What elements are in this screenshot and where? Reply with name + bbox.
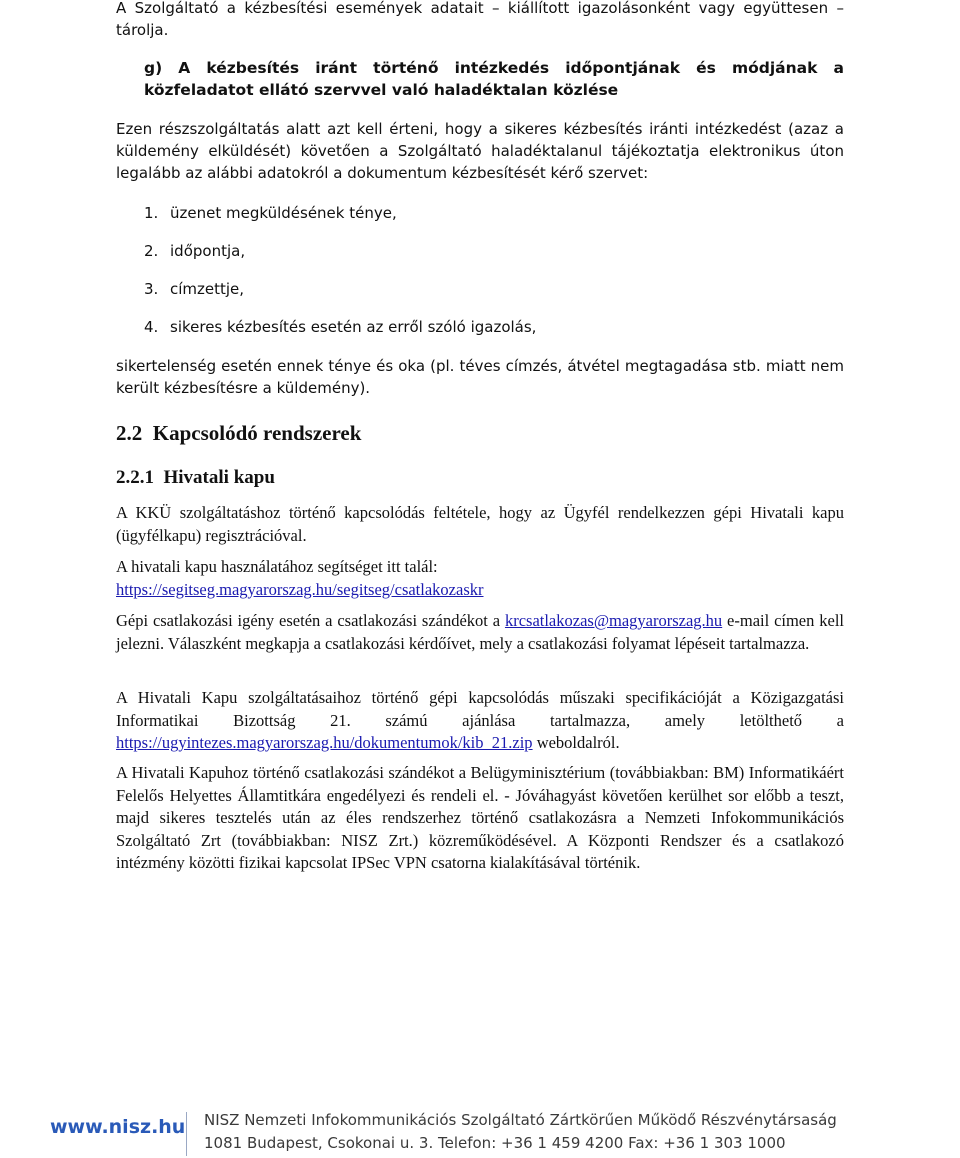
- hivatali-kapu-paragraph-1: A KKÜ szolgáltatáshoz történő kapcsolódás feltétele, hogy az Ügyfél rendelkezzen gépi Hivatali kapu (ügyfélkapu) regisztrációval.: [116, 503, 844, 545]
- footer-divider: [186, 1112, 187, 1156]
- section-2-2-1-heading: 2.2.1 Hivatali kapu: [116, 467, 275, 488]
- hivatali-kapu-paragraph-2: A hivatali kapu használatához segítséget itt talál: https://segitseg.magyarorszag.hu/segitseg/csatlakozaskr: [116, 557, 484, 599]
- section-g-heading: g) A kézbesítés iránt történő intézkedés időpontjának és módjának a közfeladatot ellátó szervvel való haladéktalan közlése: [144, 59, 844, 99]
- footer-address: 1081 Budapest, Csokonai u. 3. Telefon: +36 1 459 4200 Fax: +36 1 303 1000: [204, 1134, 786, 1152]
- hivatali-kapu-paragraph-3: Gépi csatlakozási igény esetén a csatlakozási szándékot a krcsatlakozas@magyarorszag.hu e-mail címen kell jelezni. Válaszként megkapja a csatlakozási kérdőívet, mely a csatlakozási folyamat lépéseit tartalmazza.: [116, 611, 844, 653]
- section-g-paragraph: Ezen részszolgáltatás alatt azt kell érteni, hogy a sikeres kézbesítés iránti intézkedést (azaz a küldemény elküldését) követően a Szolgáltató haladéktalanul tájékoztatja elektronikus úton legalább az alábbi adatokról a dokumentum kézbesítését kérő szervet:: [116, 120, 844, 182]
- page-footer: [0, 1108, 960, 1158]
- kib-download-link[interactable]: https://ugyintezes.magyarorszag.hu/dokumentumok/kib_21.zip: [116, 733, 533, 752]
- section-g-after-paragraph: sikertelenség esetén ennek ténye és oka (pl. téves címzés, átvétel megtagadása stb. miatt nem került kézbesítésre a küldemény).: [116, 357, 844, 397]
- footer-company: NISZ Nemzeti Infokommunikációs Szolgáltató Zártkörűen Működő Részvénytársaság: [204, 1111, 837, 1129]
- intro-paragraph: A Szolgáltató a kézbesítési események adatait – kiállított igazolásonként vagy együttesen – tárolja.: [116, 0, 844, 39]
- section-2-2-heading: 2.2 Kapcsolódó rendszerek: [116, 421, 362, 445]
- list-item: 3. címzettje,: [144, 280, 245, 298]
- list-item: 4. sikeres kézbesítés esetén az erről szóló igazolás,: [144, 318, 537, 336]
- email-link[interactable]: krcsatlakozas@magyarorszag.hu: [504, 611, 723, 630]
- help-link[interactable]: https://segitseg.magyarorszag.hu/segitseg/csatlakozaskr: [116, 579, 484, 599]
- footer-website[interactable]: www.nisz.hu: [50, 1116, 186, 1138]
- hivatali-kapu-paragraph-4: A Hivatali Kapu szolgáltatásaihoz történő gépi kapcsolódás műszaki specifikációját a Közigazgatási Informatikai Bizottság 21. számú ajánlása tartalmazza, amely letölthető a https://ugyintezes.magyarorszag.hu/dokumentumok/kib_21.zip weboldalról.: [116, 688, 844, 752]
- list-item: 2. időpontja,: [144, 242, 246, 260]
- list-item: 1. üzenet megküldésének ténye,: [144, 204, 397, 222]
- hivatali-kapu-paragraph-5: A Hivatali Kapuhoz történő csatlakozási szándékot a Belügyminisztérium (továbbiakban: BM) Informatikáért Felelős Helyettes Államtitkára engedélyezi és rendeli el. - Jóváhagyást követően kerülhet sor előbb a teszt, majd sikeres tesztelés után az éles rendszerhez történő csatlakozásra a Nemzeti Infokommunikációs Szolgáltató Zrt (továbbiakban: NISZ Zrt.) közreműködésével. A Központi Rendszer és a csatlakozó intézmény közötti fizikai kapcsolat IPSec VPN csatorna kialakításával történik.: [116, 763, 844, 872]
